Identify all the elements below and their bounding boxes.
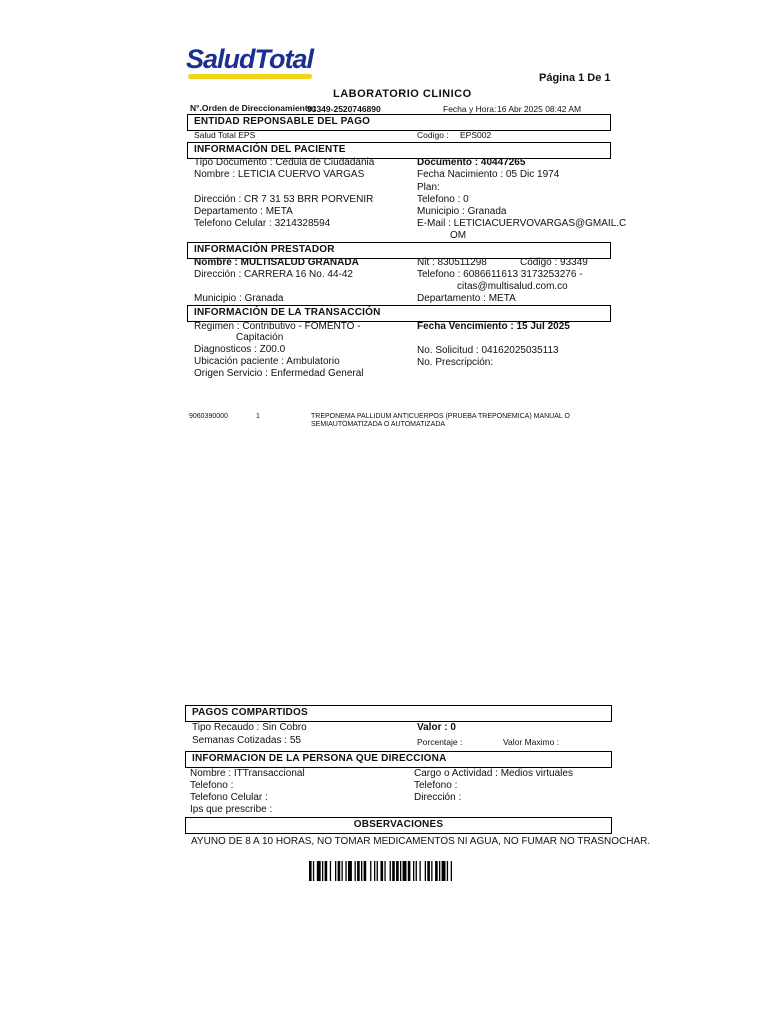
barcode-bar: [361, 861, 362, 881]
transaccion-header: INFORMACIÓN DE LA TRANSACCIÓN: [194, 307, 381, 318]
transaccion-diagnosticos: Diagnosticos : Z00.0: [194, 344, 286, 355]
servicio-qty: 1: [256, 413, 260, 420]
paciente-telefono: Telefono : 0: [417, 194, 469, 205]
paciente-email-cont: OM: [450, 230, 467, 241]
order-label: N°.Orden de Direccionamiento:: [190, 103, 316, 113]
direcciona-header-box: [185, 751, 612, 768]
servicio-desc: TREPONEMA PALLIDUM ANTICUERPOS (PRUEBA TREPONEMICA) MANUAL O: [311, 413, 570, 420]
barcode-bar: [427, 861, 430, 881]
barcode-bar: [400, 861, 401, 881]
entidad-header-box: [187, 114, 611, 131]
salud-total-logo: [186, 44, 316, 82]
barcode-bar: [342, 861, 343, 881]
paciente-municipio: Municipio : Granada: [417, 206, 507, 217]
direcciona-header: INFORMACION DE LA PERSONA QUE DIRECCIONA: [192, 753, 447, 764]
barcode: [309, 861, 509, 881]
paciente-departamento: Departamento : META: [194, 206, 293, 217]
direcciona-telefono2: Telefono :: [414, 780, 458, 791]
transaccion-no-solicitud: No. Solicitud : 04162025035113: [417, 345, 559, 356]
paciente-tipo-documento: Tipo Documento : Cedula de Ciudadania: [194, 157, 375, 168]
paciente-direccion: Dirección : CR 7 31 53 BRR PORVENIR: [194, 194, 374, 205]
pagos-valor: Valor : 0: [417, 722, 456, 733]
barcode-bar: [325, 861, 328, 881]
barcode-bar: [413, 861, 414, 881]
barcode-bar: [309, 861, 312, 881]
barcode-bar: [392, 861, 395, 881]
entidad-code-label: Codigo :: [417, 130, 449, 140]
prestador-telefono: Telefono : 6086611613 3173253276 -: [417, 269, 583, 280]
barcode-bar: [439, 861, 440, 881]
barcode-bar: [381, 861, 384, 881]
pagos-semanas: Semanas Cotizadas : 55: [192, 735, 301, 746]
paciente-nombre: Nombre : LETICIA CUERVO VARGAS: [194, 169, 365, 180]
entidad-code-value: EPS002: [460, 130, 492, 140]
direcciona-telefono: Telefono :: [190, 780, 234, 791]
barcode-bar: [442, 861, 446, 881]
observaciones-text: AYUNO DE 8 A 10 HORAS, NO TOMAR MEDICAMENTOS NI AGUA, NO FUMAR NO TRASNOCHAR.: [191, 836, 651, 847]
datetime-label: Fecha y Hora:: [443, 104, 497, 114]
barcode-bar: [435, 861, 438, 881]
barcode-bar: [408, 861, 411, 881]
barcode-bar: [377, 861, 378, 881]
barcode-bar: [348, 861, 352, 881]
prestador-direccion: Dirección : CARRERA 16 No. 44-42: [194, 269, 353, 280]
document-title: LABORATORIO CLINICO: [333, 88, 472, 100]
entidad-header: ENTIDAD REPONSABLE DEL PAGO: [194, 116, 371, 127]
transaccion-fecha-vencimiento: Fecha Vencimiento : 15 Jul 2025: [417, 321, 570, 332]
barcode-bar: [396, 861, 399, 881]
barcode-bar: [345, 861, 346, 881]
barcode-bar: [313, 861, 314, 881]
prestador-codigo: Código : 93349: [520, 257, 588, 268]
servicio-code: 9060390000: [189, 413, 228, 420]
barcode-bar: [374, 861, 375, 881]
barcode-bar: [425, 861, 426, 881]
pagos-tipo-recaudo: Tipo Recaudo : Sin Cobro: [192, 722, 307, 733]
logo-swoosh: [188, 74, 312, 79]
prestador-nit: Nit : 830511298: [417, 257, 487, 268]
prestador-departamento: Departamento : META: [417, 293, 516, 304]
barcode-bar: [338, 861, 341, 881]
datetime-value: 16 Abr 2025 08:42 AM: [497, 104, 582, 114]
page-indicator: Página 1 De 1: [539, 72, 611, 84]
barcode-bar: [447, 861, 448, 881]
direcciona-cargo: Cargo o Actividad : Medios virtuales: [414, 768, 573, 779]
direcciona-telefono-celular: Telefono Celular :: [190, 792, 268, 803]
paciente-fecha-nacimiento: Fecha Nacimiento : 05 Dic 1974: [417, 169, 560, 180]
barcode-bar: [364, 861, 367, 881]
barcode-bar: [416, 861, 417, 881]
barcode-bar: [355, 861, 356, 881]
pagos-header-box: [185, 705, 612, 722]
transaccion-header-box: [187, 305, 611, 322]
pagos-porcentaje: Porcentaje :: [417, 737, 463, 747]
entidad-name: Salud Total EPS: [194, 130, 256, 140]
barcode-bar: [330, 861, 331, 881]
paciente-email: E-Mail : LETICIACUERVOVARGAS@GMAIL.C: [417, 218, 627, 229]
transaccion-no-prescripcion: No. Prescripción:: [417, 357, 494, 368]
barcode-bar: [451, 861, 452, 881]
barcode-bar: [403, 861, 407, 881]
barcode-bar: [431, 861, 432, 881]
prestador-header: INFORMACIÓN PRESTADOR: [194, 244, 335, 255]
barcode-bar: [317, 861, 321, 881]
barcode-bar: [357, 861, 360, 881]
barcode-bar: [370, 861, 371, 881]
transaccion-origen: Origen Servicio : Enfermedad General: [194, 368, 364, 379]
direcciona-direccion: Dirección :: [414, 792, 462, 803]
servicio-desc-cont: SEMIAUTOMATIZADA O AUTOMATIZADA: [311, 421, 446, 428]
observaciones-header-box: [185, 817, 612, 834]
observaciones-header: OBSERVACIONES: [353, 819, 444, 830]
barcode-bar: [335, 861, 336, 881]
logo-text: SaludTotal: [186, 44, 314, 74]
barcode-bar: [384, 861, 385, 881]
barcode-bar: [390, 861, 391, 881]
barcode-bar: [322, 861, 323, 881]
prestador-nombre: Nombre : MULTISALUD GRANADA: [194, 257, 359, 268]
paciente-header: INFORMACIÓN DEL PACIENTE: [194, 144, 346, 155]
prestador-municipio: Municipio : Granada: [194, 293, 284, 304]
transaccion-regimen-cont: Capitación: [236, 332, 284, 343]
transaccion-ubicacion: Ubicación paciente : Ambulatorio: [194, 356, 340, 367]
paciente-documento: Documento : 40447265: [417, 157, 526, 168]
pagos-header: PAGOS COMPARTIDOS: [192, 707, 308, 718]
barcode-bar: [420, 861, 421, 881]
pagos-valor-maximo: Valor Maximo :: [503, 737, 560, 747]
paciente-telefono-celular: Telefono Celular : 3214328594: [194, 218, 331, 229]
transaccion-regimen: Regimen : Contributivo - FOMENTO -: [194, 321, 361, 332]
direcciona-nombre: Nombre : ITTransaccional: [190, 768, 305, 779]
direcciona-ips: Ips que prescribe :: [190, 804, 273, 815]
paciente-plan: Plan:: [417, 182, 440, 193]
order-value: 93349-2520746890: [307, 104, 381, 114]
prestador-email: citas@multisalud.com.co: [457, 281, 568, 292]
